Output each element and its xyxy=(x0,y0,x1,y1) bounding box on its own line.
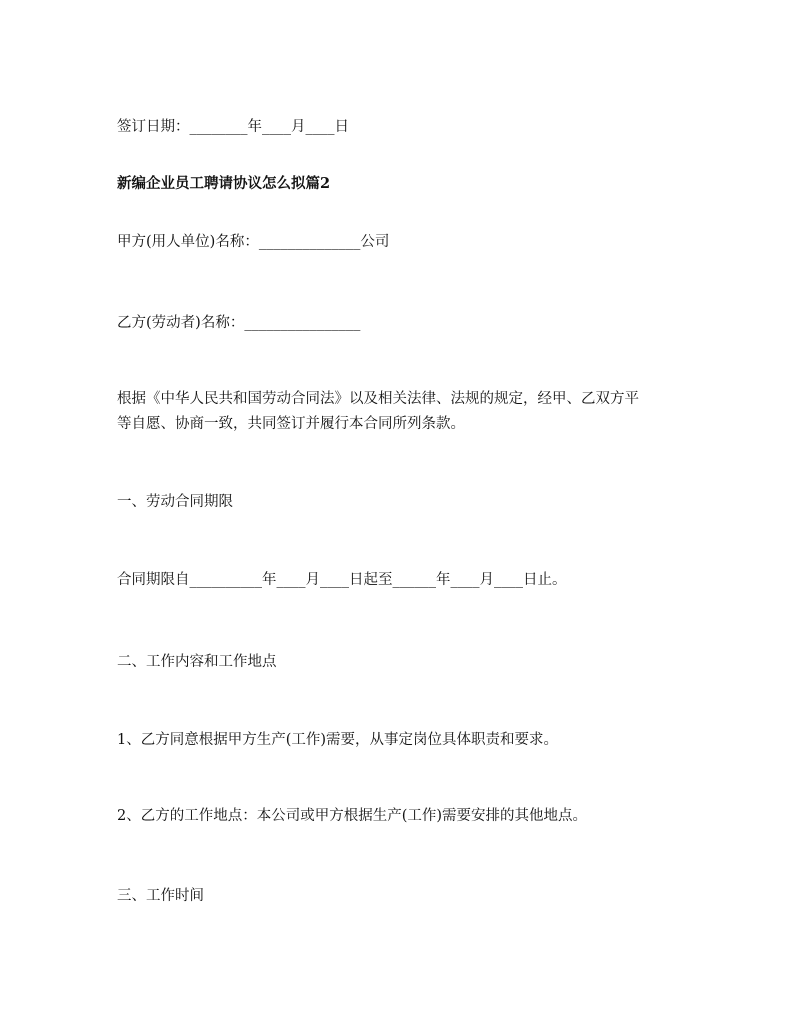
section-3-title: 三、工作时间 xyxy=(117,888,204,904)
work-location-item-2: 2、乙方的工作地点：本公司或甲方根据生产(工作)需要安排的其他地点。 xyxy=(117,808,588,824)
party-b-name-line: 乙方(劳动者)名称：________________ xyxy=(117,315,361,331)
work-content-item-1: 1、乙方同意根据甲方生产(工作)需要，从事定岗位具体职责和要求。 xyxy=(117,732,559,748)
intro-paragraph-line-1: 根据《中华人民共和国劳动合同法》以及相关法律、法规的规定，经甲、乙双方平 xyxy=(117,391,639,407)
intro-paragraph-line-2: 等自愿、协商一致，共同签订并履行本合同所列条款。 xyxy=(117,416,465,432)
signing-date-line: 签订日期：________年____月____日 xyxy=(117,119,349,135)
document-heading: 新编企业员工聘请协议怎么拟篇2 xyxy=(117,175,331,192)
section-1-title: 一、劳动合同期限 xyxy=(117,494,233,510)
contract-term-line: 合同期限自__________年____月____日起至______年____月____日止。 xyxy=(117,572,567,588)
party-a-name-line: 甲方(用人单位)名称：______________公司 xyxy=(117,234,390,250)
section-2-title: 二、工作内容和工作地点 xyxy=(117,654,277,670)
